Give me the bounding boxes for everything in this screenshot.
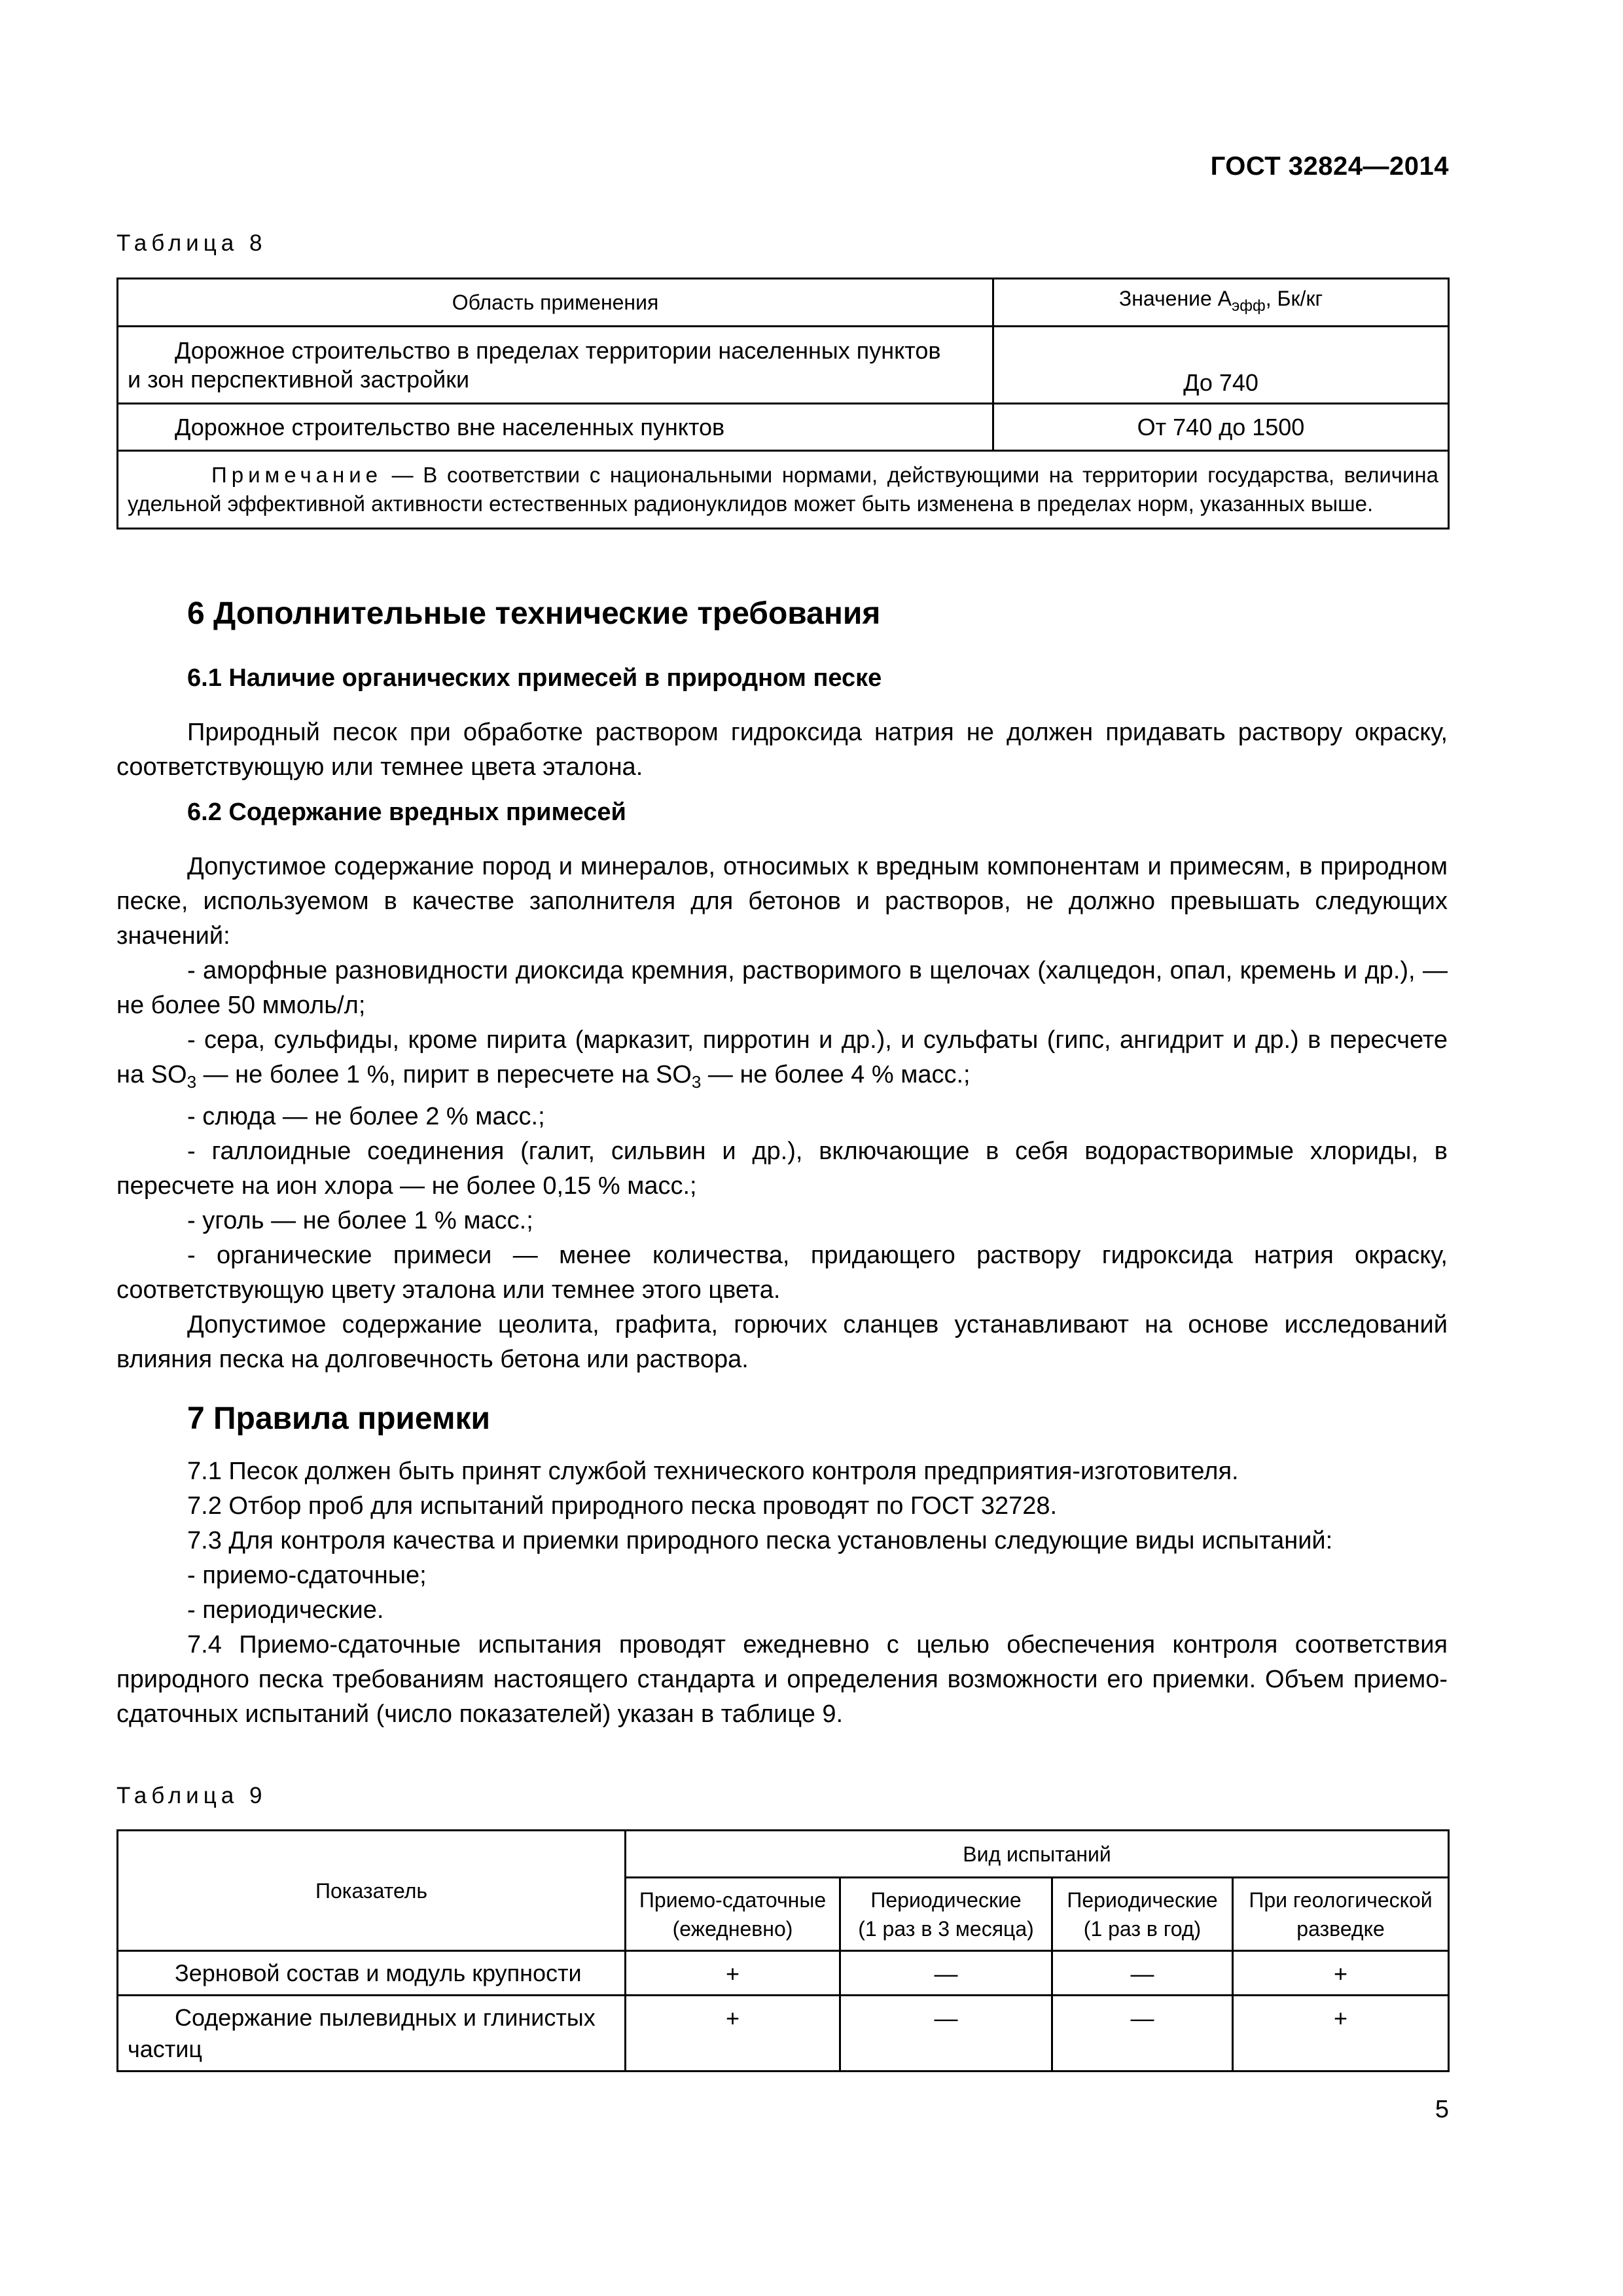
table9-cell: — (1052, 1996, 1233, 2072)
table9 (116, 1829, 1450, 2072)
table9-col-acceptance: Приемо-сдаточные (ежедневно) (626, 1878, 840, 1951)
table-row (118, 1951, 1449, 1996)
table9-col-indicator: Показатель (118, 1831, 626, 1951)
table9-cell: + (626, 1951, 840, 1996)
table9-caption: Таблица 9 (116, 1783, 267, 1808)
table8-row2-label: Дорожное строительство вне населенных пунктов (118, 404, 993, 451)
table9-cell: + (1233, 1996, 1449, 2072)
table8-header-row (118, 279, 1449, 327)
table9-group-header: Вид испытаний (626, 1831, 1449, 1878)
table-row (118, 1996, 1449, 2072)
table8-caption: Таблица 8 (116, 230, 267, 256)
table-row (118, 404, 1449, 451)
table9-cell: + (1233, 1951, 1449, 1996)
section7-body: 7.1 Песок должен быть принят службой технического контроля предприятия-изготовителя. 7.2 Отбор проб для испытаний природного песка проводят по ГОСТ 32728. 7.3 Для контроля качества и приемки природного песка установлены следующие виды испытаний: - приемо-сдаточные; - периодические. 7.4 Приемо-сдаточные испытания проводят ежедневно с целью обеспечения контроля соответствия природного песка требованиям настоящего стандарта и определения возможности его приемки. Объем приемо-сдаточных испытаний (число показателей) указан в таблице 9. (116, 1458, 1448, 1728)
section61-heading: 6.1 Наличие органических примесей в природном песке (187, 664, 882, 692)
section61-text: Природный песок при обработке раствором гидроксида натрия не должен придавать раствору окраску, соответствующую или темнее цвета эталона. (116, 719, 1448, 781)
section62-heading: 6.2 Содержание вредных примесей (187, 798, 626, 826)
table9-row-label: Зерновой состав и модуль крупности (118, 1951, 626, 1996)
table9-col-geological: При геологической разведке (1233, 1878, 1449, 1951)
table8-note-row (118, 451, 1449, 529)
table9-cell: + (626, 1996, 840, 2072)
document-code: ГОСТ 32824—2014 (1210, 152, 1449, 181)
table8-row1-value: До 740 (993, 327, 1449, 404)
table9-col-periodic-3m: Периодические (1 раз в 3 месяца) (840, 1878, 1052, 1951)
table9-cell: — (840, 1951, 1052, 1996)
table9-col-periodic-year: Периодические (1 раз в год) (1052, 1878, 1233, 1951)
table9-cell: — (1052, 1951, 1233, 1996)
table9-cell: — (840, 1996, 1052, 2072)
section62-body: Допустимое содержание пород и минералов, относимых к вредным компонентам и примесям, в природном песке, используемом в качестве заполнителя для бетонов и растворов, не должно превышать следующих значений: - аморфные разновидности диоксида кремния, растворимого в щелочах (халцедон, опал, кремень и др.), — не более 50 ммоль/л; - сера, сульфиды, кроме пирита (марказит, пирротин и др.), и сульфаты (гипс, ангидрит и др.) в пересчете на $SO_3$ — не более 1 %, пирит в пересчете на $SO_3$ — не более 4 % масс.; - слюда — не более 2 % масс.; - галлоидные соединения (галит, сильвин и др.), включающие в себя водорастворимые хлориды, в пересчете на ион хлора — не более 0,15 % масс.; - уголь — не более 1 % масс.; - органические примеси — менее количества, придающего раствору гидроксида натрия окраску, соответствующую цвету эталона или темнее этого цвета. Допустимое содержание цеолита, графита, горючих сланцев устанавливают на основе исследований влияния песка на долговечность бетона или раствора. (116, 853, 1448, 1373)
section7-heading: 7 Правила приемки (187, 1401, 491, 1436)
table8-note: Примечание — В соответствии с национальными нормами, действующими на территории государства, величина удельной эффективной активности естественных радионуклидов может быть изменена в пределах норм, указанных выше. (118, 451, 1449, 529)
table8 (116, 278, 1450, 529)
table-row (118, 327, 1449, 404)
table9-row-label: Содержание пылевидных и глинистых частиц (118, 1996, 626, 2072)
table8-row2-value: От 740 до 1500 (993, 404, 1449, 451)
table9-header-row1 (118, 1831, 1449, 1878)
table8-row1-label: Дорожное строительство в пределах территории населенных пунктов и зон перспективной застройки (118, 327, 993, 404)
table8-col-value: Значение $A_{эфф}$, Бк/кг (993, 279, 1449, 327)
table8-col-application: Область применения (118, 279, 993, 327)
page-number: 5 (1435, 2096, 1449, 2123)
section6-heading: 6 Дополнительные технические требования (187, 596, 881, 631)
